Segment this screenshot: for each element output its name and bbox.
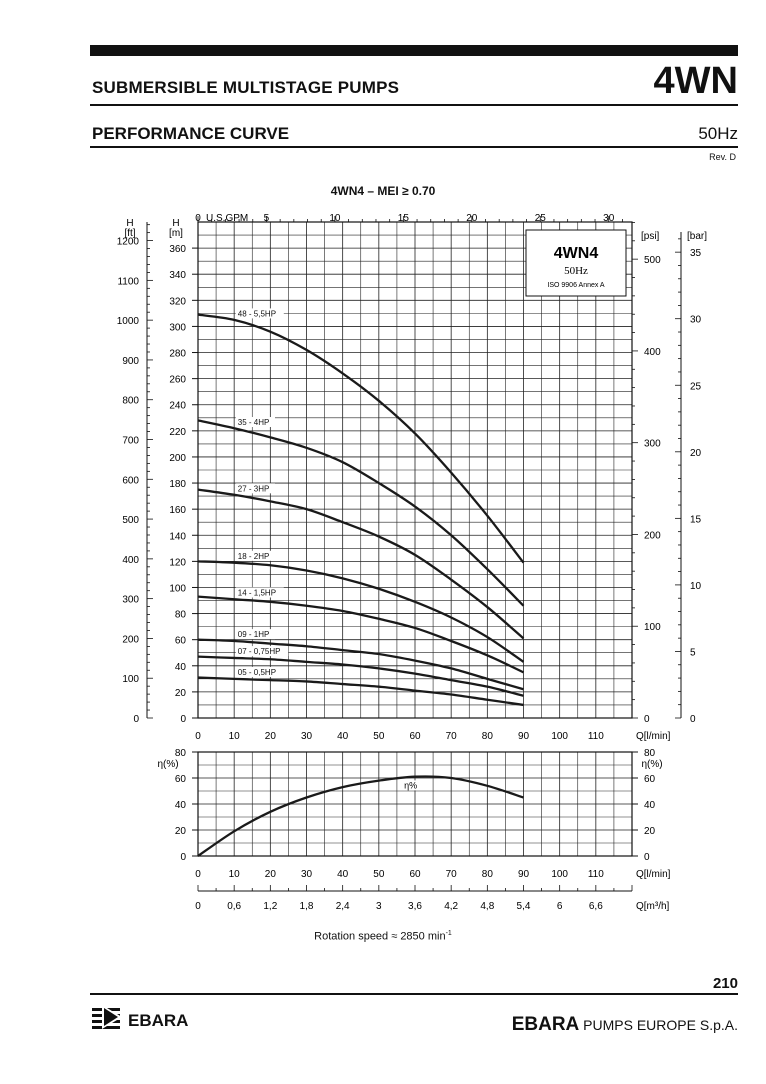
- psi-tick-label: 300: [644, 438, 661, 450]
- m-axis-label: H: [172, 218, 180, 229]
- x-tick-label: 110: [587, 869, 604, 880]
- x-tick-label: 10: [228, 731, 240, 742]
- bar-tick-label: 10: [690, 580, 702, 592]
- m3h-tick-label: 2,4: [335, 901, 350, 912]
- ft-axis-label: H: [126, 218, 134, 229]
- gpm-tick-label: 5: [263, 213, 270, 224]
- curve-label: 27 - 3HP: [237, 484, 270, 494]
- eta-tick-label: 40: [644, 800, 656, 811]
- gpm-tick-label: 30: [603, 213, 615, 224]
- y-tick-label: 100: [169, 583, 186, 595]
- y-tick-label: 280: [169, 348, 186, 360]
- y-tick-label: 300: [169, 322, 186, 334]
- psi-tick-label: 500: [644, 255, 661, 267]
- y-tick-label: 0: [180, 714, 186, 725]
- page-number: 210: [712, 975, 738, 992]
- curve-label: 48 - 5,5HP: [237, 309, 277, 319]
- legend-model: 4WN4: [553, 245, 599, 262]
- divider: [90, 993, 738, 995]
- curve-label: 07 - 0,75HP: [237, 647, 281, 657]
- footer-brand: EBARA: [511, 1014, 580, 1035]
- page-title: SUBMERSIBLE MULTISTAGE PUMPS: [92, 78, 400, 97]
- rotation-speed: [0, 930, 766, 943]
- x-tick-label: 50: [373, 731, 385, 742]
- x-tick-label: 90: [517, 731, 530, 742]
- x-tick-label: 0: [195, 731, 201, 742]
- ft-tick-label: 500: [122, 515, 139, 527]
- ft-tick-label: 800: [122, 395, 139, 407]
- m3h-tick-label: 0: [195, 901, 201, 912]
- ft-tick-label: 100: [122, 674, 139, 686]
- curve-label: 14 - 1,5HP: [237, 588, 277, 598]
- eta-tick-label: 20: [174, 826, 186, 837]
- curve-label: 05 - 0,5HP: [237, 667, 277, 677]
- y-tick-label: 320: [169, 296, 186, 308]
- bar-tick-label: 30: [690, 314, 702, 326]
- x-tick-label: 20: [264, 869, 276, 880]
- x-tick-label: 0: [195, 869, 201, 880]
- psi-tick-label: 400: [644, 346, 661, 358]
- psi-tick-label: 0: [644, 714, 650, 725]
- ft-tick-label: 900: [122, 355, 139, 367]
- svg-text:EBARA: EBARA: [128, 1011, 189, 1030]
- x-tick-label: 80: [481, 731, 493, 742]
- gpm-tick-label: 20: [466, 213, 478, 224]
- x-tick-label: 100: [551, 731, 569, 742]
- m3h-tick-label: 5,4: [516, 901, 531, 912]
- x-tick-label: 60: [409, 869, 421, 880]
- y-tick-label: 40: [174, 661, 186, 673]
- ft-axis-unit: [ft]: [124, 228, 136, 239]
- m3h-tick-label: 0,6: [227, 901, 242, 912]
- gpm-tick-label: 0: [195, 213, 201, 224]
- curve-label: 09 - 1HP: [237, 630, 270, 640]
- eta-axis-label: η(%): [641, 759, 663, 770]
- psi-tick-label: 200: [644, 530, 661, 542]
- frequency-label: 50Hz: [698, 124, 738, 143]
- m3h-tick-label: 1,8: [299, 901, 314, 912]
- eta-tick-label: 0: [180, 852, 186, 863]
- ft-tick-label: 1200: [116, 236, 139, 248]
- x-tick-label: 30: [300, 731, 313, 742]
- series-code: 4WN: [653, 60, 738, 102]
- bar-tick-label: 15: [690, 514, 702, 526]
- ft-tick-label: 700: [122, 435, 139, 447]
- x-tick-label: 100: [551, 869, 569, 880]
- chart-title: 4WN4 – MEI ≥ 0.70: [330, 184, 436, 198]
- ft-tick-label: 400: [122, 554, 139, 566]
- y-tick-label: 240: [169, 400, 186, 412]
- ft-tick-label: 1100: [117, 276, 139, 288]
- psi-axis-label: [psi]: [641, 231, 660, 242]
- ft-tick-label: 300: [122, 594, 139, 606]
- y-tick-label: 200: [169, 452, 186, 464]
- y-tick-label: 80: [174, 609, 186, 621]
- bar-axis-label: [bar]: [687, 231, 708, 242]
- x-tick-label: 40: [337, 731, 349, 742]
- m3h-tick-label: 6: [556, 901, 563, 912]
- efficiency-curve-label: η%: [404, 780, 418, 791]
- legend-standard: ISO 9906 Annex A: [547, 282, 605, 289]
- y-tick-label: 20: [174, 687, 186, 699]
- ft-tick-label: 200: [122, 634, 139, 646]
- y-tick-label: 360: [169, 244, 186, 256]
- x-tick-label: 10: [228, 869, 240, 880]
- curve-label: 18 - 2HP: [237, 551, 270, 561]
- bar-tick-label: 35: [690, 248, 702, 260]
- x-tick-label: 50: [373, 869, 385, 880]
- y-tick-label: 140: [169, 531, 186, 543]
- gpm-tick-label: 15: [397, 213, 409, 224]
- bar-tick-label: 25: [690, 381, 702, 393]
- section-title: PERFORMANCE CURVE: [92, 124, 290, 143]
- ebara-logo: [92, 1005, 202, 1031]
- y-tick-label: 60: [174, 635, 186, 647]
- ft-tick-label: 600: [122, 475, 139, 487]
- footer-rest: PUMPS EUROPE S.p.A.: [579, 1017, 738, 1033]
- y-tick-label: 160: [169, 505, 186, 517]
- ft-tick-label: 0: [133, 714, 139, 725]
- x-tick-label: 30: [300, 869, 313, 880]
- x-tick-label: 20: [264, 731, 276, 742]
- x-tick-label: 40: [337, 869, 349, 880]
- rotation-text: Rotation speed ≈ 2850 min: [314, 930, 446, 943]
- bar-tick-label: 5: [690, 647, 696, 659]
- eta-axis-label: η(%): [157, 759, 179, 770]
- x-tick-label: 110: [587, 731, 604, 742]
- y-tick-label: 260: [169, 374, 186, 386]
- eta-tick-label: 80: [174, 748, 186, 759]
- m3h-tick-label: 3,6: [408, 901, 422, 912]
- x-axis-label: Q[l/min]: [636, 869, 671, 880]
- eta-tick-label: 0: [644, 852, 650, 863]
- bar-tick-label: 20: [690, 447, 702, 459]
- gpm-axis-label: U.S.GPM: [206, 213, 249, 224]
- m3h-axis-label: Q[m³/h]: [636, 901, 670, 912]
- eta-tick-label: 80: [644, 748, 656, 759]
- x-tick-label: 70: [445, 731, 457, 742]
- x-axis-label: Q[l/min]: [636, 731, 671, 742]
- m3h-tick-label: 1,2: [263, 901, 278, 912]
- y-tick-label: 180: [169, 479, 186, 491]
- x-tick-label: 60: [409, 731, 421, 742]
- m3h-tick-label: 3: [376, 901, 382, 912]
- eta-tick-label: 40: [174, 800, 186, 811]
- y-tick-label: 120: [169, 557, 186, 569]
- m-axis-unit: [m]: [169, 228, 183, 239]
- m3h-tick-label: 6,6: [588, 901, 603, 912]
- eta-tick-label: 20: [644, 826, 656, 837]
- curve-label: 35 - 4HP: [237, 418, 270, 428]
- ft-tick-label: 1000: [116, 316, 139, 328]
- m3h-tick-label: 4,2: [444, 901, 459, 912]
- x-tick-label: 90: [517, 869, 530, 880]
- eta-tick-label: 60: [644, 774, 656, 785]
- m3h-tick-label: 4,8: [480, 901, 495, 912]
- bar-tick-label: 0: [690, 714, 696, 725]
- y-tick-label: 340: [169, 270, 186, 282]
- y-tick-label: 220: [169, 426, 186, 438]
- eta-tick-label: 60: [174, 774, 186, 785]
- legend-frequency: 50Hz: [564, 265, 588, 277]
- revision-label: Rev. D: [709, 152, 736, 162]
- gpm-tick-label: 25: [534, 213, 546, 224]
- x-tick-label: 80: [481, 869, 493, 880]
- x-tick-label: 70: [445, 869, 457, 880]
- rotation-exponent: -1: [445, 930, 452, 937]
- footer-company: [512, 1014, 738, 1036]
- gpm-tick-label: 10: [329, 213, 341, 224]
- psi-tick-label: 100: [644, 622, 661, 634]
